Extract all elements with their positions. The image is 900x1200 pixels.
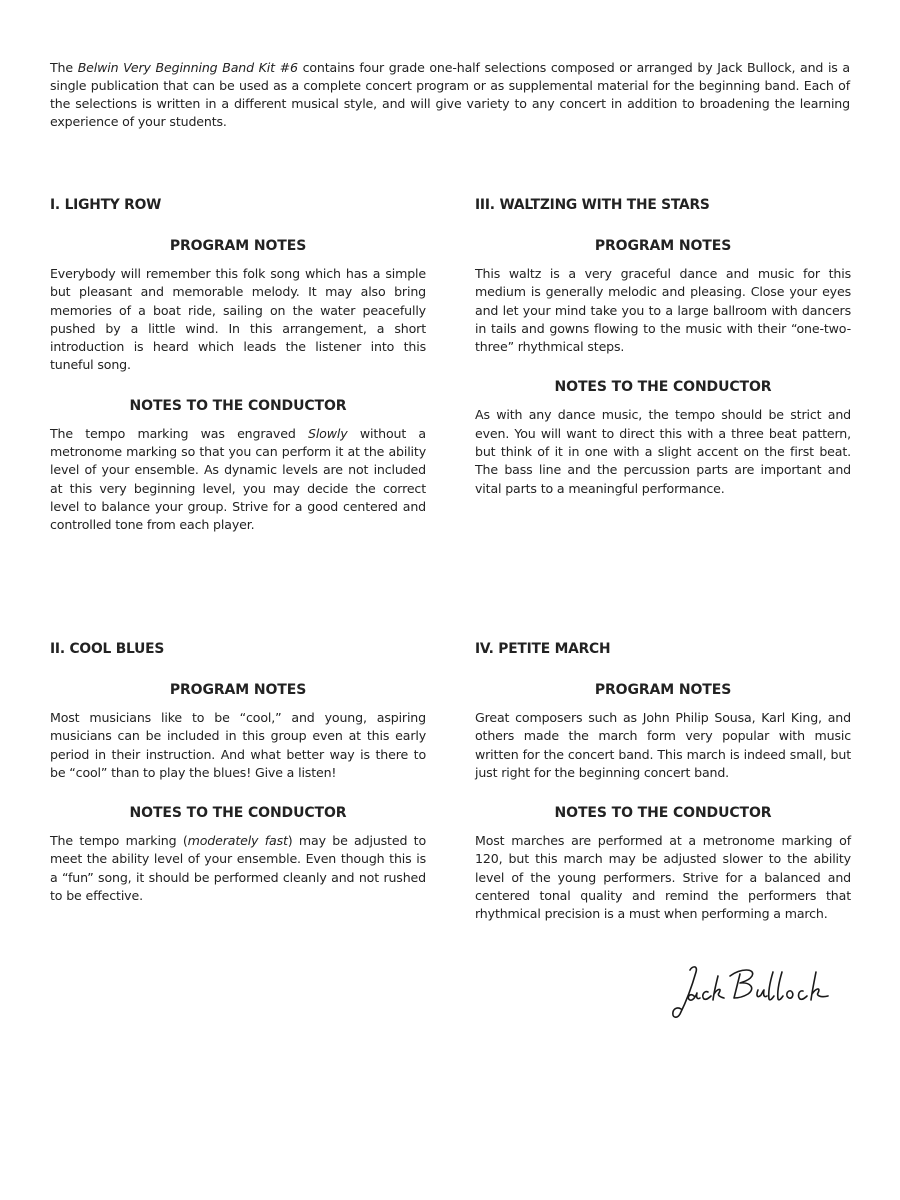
conductor-notes-heading: NOTES TO THE CONDUCTOR [554,379,772,396]
section-waltzing-with-the-stars [475,197,851,498]
intro-text-end: contains four grade one-half selections composed or arranged by Jack Bullock, and is a single publication that can be used as a complete concert program or as supplemental material for the beginning band. Each of the selections is written in a different musical style, and will give variety to any concert in addition to broadening the learning experience of your students. [50,59,850,130]
program-notes-text: This waltz is a very graceful dance and music for this medium is generally melodic and pleasing. Close your eyes and let your mind take you to a large ballroom with dancers in tails and gowns flowing to the music with their “one-two-three” rhythmical steps. [475,266,851,355]
conductor-text-start: The tempo marking ( [50,833,188,849]
conductor-text-start: The tempo marking was engraved [50,425,308,441]
conductor-text-end: ) may be adjusted to meet the ability level of your ensemble. Even though this is a “fun” song, it should be performed cleanly and not rushed to be effective. [50,833,426,904]
intro-text-start: The [50,59,78,75]
conductor-notes-text [50,832,426,905]
tempo-marking: Slowly [307,425,348,441]
conductor-notes-text: Most marches are performed at a metronome marking of 120, but this march may be adjusted slower to the ability level of the young performers. Strive for a balanced and centered tonal quality and remind the performers that rhythmical precision is a must when performing a march. [475,833,851,922]
conductor-notes-heading: NOTES TO THE CONDUCTOR [129,397,347,414]
section-title: I. LIGHTY ROW [50,197,162,213]
section-petite-march [475,641,851,924]
conductor-notes-heading: NOTES TO THE CONDUCTOR [129,805,347,822]
program-notes-text: Most musicians like to be “cool,” and young, aspiring musicians can be included in this group even at this early period in their instruction. And what better way is there to be “cool” than to play the blues! Give a listen! [50,710,426,780]
conductor-notes-text [50,425,426,535]
section-title: IV. PETITE MARCH [475,641,611,657]
section-lighty-row [50,197,426,535]
section-cool-blues [50,641,426,905]
program-notes-heading: PROGRAM NOTES [169,682,307,698]
conductor-notes-text: As with any dance music, the tempo should be strict and even. You will want to direct this with a three beat pattern, but think of it in one with a slight accent on the first beat. The bass line and the percussion parts are important and vital parts to a meaningful performance. [475,407,851,496]
conductor-notes-heading: NOTES TO THE CONDUCTOR [554,805,772,822]
program-notes-text: Everybody will remember this folk song which has a simple but pleasant and memorable melody. It may also bring memories of a boat ride, sailing on the water peacefully pushed by a little wind. In this arrangement, a short introduction is heard which leads the listener into this tuneful song. [50,266,426,373]
program-notes-heading: PROGRAM NOTES [594,238,732,254]
intro-paragraph [50,59,850,132]
signature [668,962,838,1024]
tempo-marking: moderately fast [187,833,288,849]
program-notes-heading: PROGRAM NOTES [169,238,307,254]
conductor-text-end: without a metronome marking so that you can perform it at the ability level of your ensemble. As dynamic levels are not included at this very beginning level, you may decide the correct level to balance your group. Strive for a good centered and controlled tone from each player. [50,425,426,533]
program-notes-heading: PROGRAM NOTES [594,682,732,698]
section-title: III. WALTZING WITH THE STARS [475,197,710,213]
section-title: II. COOL BLUES [50,641,165,657]
program-notes-text: Great composers such as John Philip Sousa, Karl King, and others made the march form very popular with music written for the concert band. This march is indeed small, but just right for the beginning concert band. [475,710,851,780]
kit-name: Belwin Very Beginning Band Kit #6 [77,59,298,75]
